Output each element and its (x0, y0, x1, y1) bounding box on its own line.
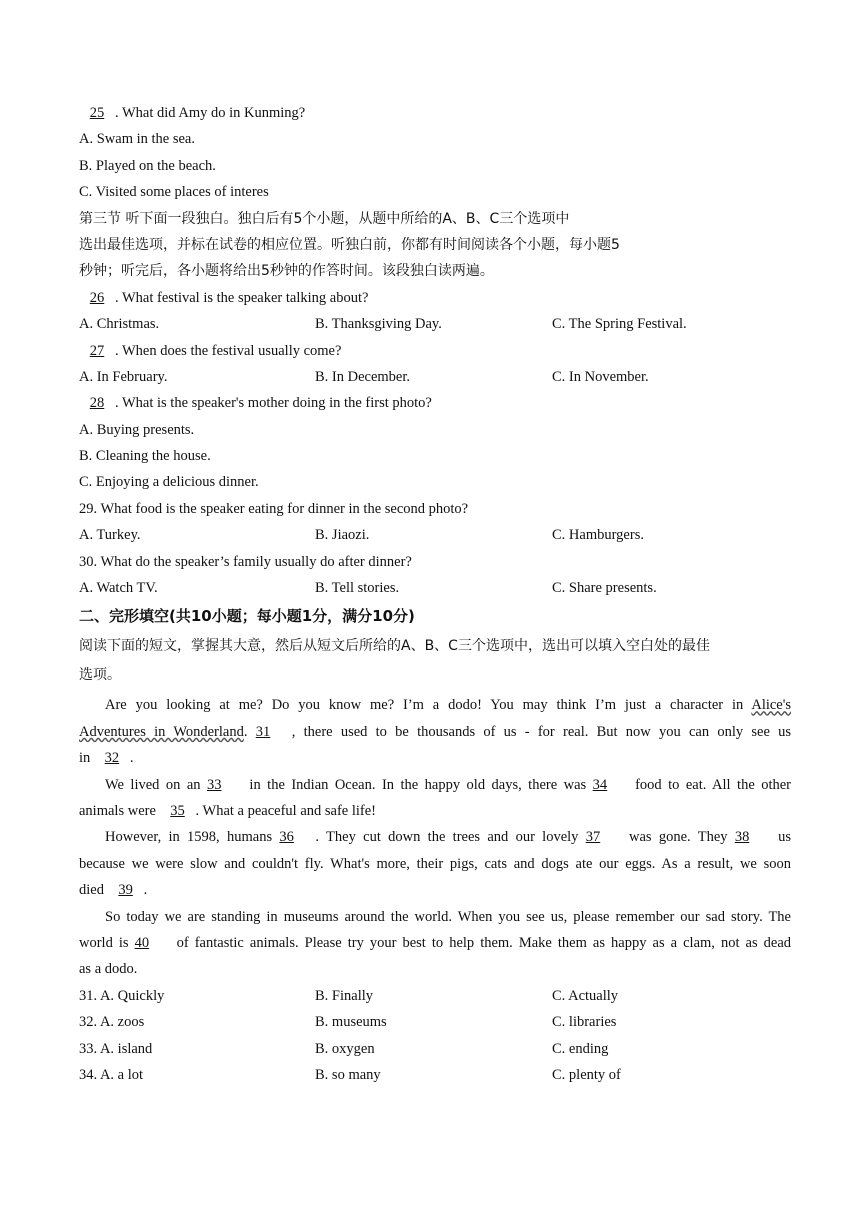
passage-text: died (79, 882, 108, 899)
passage-text: in (79, 750, 94, 767)
passage-text: . They cut down the trees and our lovely (315, 829, 586, 846)
option-row (79, 983, 791, 1009)
option-c: C. The Spring Festival. (552, 316, 687, 333)
question-30: 30. What do the speaker’s family usually do after dinner? (79, 553, 412, 570)
option-row (79, 575, 791, 601)
passage-text: because we were slow and couldn't fly. What's more, their pigs, cats and dogs ate our eggs. As a result, we soon (79, 855, 791, 872)
option-b: B. oxygen (315, 1040, 375, 1057)
passage-text: . (143, 882, 148, 899)
passage-text: So today we are standing in museums around the world. When you see us, please remember our sad story. The (105, 908, 791, 925)
passage-line (79, 719, 791, 745)
passage-text: However, in 1598, humans (105, 829, 280, 846)
option-row (79, 522, 791, 548)
passage-text: , there used to be thousands of us - for real. But now you can only see us (291, 723, 792, 740)
passage-text: Are you looking at me? Do you know me? I’m a dodo! You may think I’m just a character in (105, 697, 744, 714)
question-stem: . What is the speaker's mother doing in the first photo? (115, 395, 432, 412)
passage-text: in the Indian Ocean. In the happy old days, there was (242, 776, 593, 793)
option-a: A. Turkey. (79, 527, 141, 544)
passage-text: animals were (79, 802, 160, 819)
option-c: C. Hamburgers. (552, 527, 644, 544)
passage-line (79, 956, 791, 982)
question-stem: . What did Amy do in Kunming? (115, 105, 306, 121)
option: B. Cleaning the house. (79, 448, 211, 465)
option: A. Swam in the sea. (79, 131, 195, 148)
option: A. Buying presents. (79, 421, 195, 438)
passage-line (79, 798, 791, 824)
option-row (79, 1036, 791, 1062)
book-title: Alice's (751, 697, 791, 714)
option: B. Played on the beach. (79, 157, 216, 174)
option-c: C. plenty of (552, 1066, 621, 1083)
passage-line (79, 851, 791, 877)
option-b: B. Tell stories. (315, 580, 400, 597)
passage-text: of fantastic animals. Please try your best to help them. Make them as happy as a clam, not as dead (170, 934, 792, 951)
part-title: 二、完形填空(共10小题；每小题1分，满分10分) (79, 607, 415, 626)
blank-36[interactable]: 36 (279, 829, 294, 846)
passage-text: as a dodo. (79, 961, 138, 978)
blank-33[interactable]: 33 (206, 776, 222, 793)
answer-blank[interactable]: 25 (89, 105, 105, 121)
option-c: C. Actually (552, 987, 619, 1004)
passage-text: We lived on an (105, 776, 207, 793)
question-25 (79, 100, 791, 126)
option-a: A. In February. (79, 368, 168, 385)
passage-text: food to eat. All the other (628, 776, 791, 793)
blank-39[interactable]: 39 (118, 882, 133, 899)
question-stem: . What festival is the speaker talking about? (115, 289, 369, 306)
blank-31[interactable]: 31 (255, 723, 271, 740)
question-stem: . When does the festival usually come? (115, 342, 342, 359)
question-27 (79, 338, 791, 364)
option-b: B. so many (315, 1066, 381, 1083)
book-title: Adventures in Wonderland (79, 723, 244, 740)
option-a: 32. A. zoos (79, 1014, 145, 1031)
option: C. Enjoying a delicious dinner. (79, 474, 259, 491)
blank-38[interactable]: 38 (734, 829, 750, 846)
passage-line (79, 824, 791, 850)
passage-line (79, 877, 791, 903)
option-c: C. Share presents. (552, 580, 657, 597)
question-26 (79, 285, 791, 311)
blank-35[interactable]: 35 (170, 802, 185, 819)
passage-text: . What a peaceful and safe life! (195, 802, 377, 819)
part-instruction: 阅读下面的短文，掌握其大意，然后从短文后所给的A、B、C三个选项中，选出可以填入空白处的最佳 (79, 638, 710, 655)
question-29: 29. What food is the speaker eating for dinner in the second photo? (79, 500, 469, 517)
passage-line (79, 745, 791, 771)
option: C. Visited some places of interes (79, 184, 269, 201)
option-a: 34. A. a lot (79, 1066, 144, 1083)
question-28 (79, 390, 791, 416)
passage-line (79, 772, 791, 798)
passage (79, 692, 791, 982)
passage-text: . (129, 750, 134, 767)
option-row (79, 1009, 791, 1035)
option-c: C. ending (552, 1040, 609, 1057)
passage-text: was gone. They (621, 829, 735, 846)
blank-34[interactable]: 34 (592, 776, 608, 793)
option-b: B. Thanksgiving Day. (315, 316, 442, 333)
option-a: A. Christmas. (79, 316, 160, 333)
passage-line (79, 904, 791, 930)
option-b: B. In December. (315, 368, 411, 385)
passage-text: us (770, 829, 791, 846)
option-b: B. Jiaozi. (315, 527, 370, 544)
passage-text: . (243, 723, 256, 740)
section-instruction: 选出最佳选项，并标在试卷的相应位置。听独白前，你都有时间阅读各个小题，每小题5 (79, 236, 620, 253)
passage-line (79, 692, 791, 718)
option-b: B. museums (315, 1014, 387, 1031)
passage-line (79, 930, 791, 956)
option-a: 31. A. Quickly (79, 987, 165, 1004)
option-row (79, 1062, 791, 1088)
passage-text: world is (79, 934, 135, 951)
blank-40[interactable]: 40 (134, 934, 150, 951)
section-instruction: 第三节 听下面一段独白。独白后有5个小题，从题中所给的A、B、C三个选项中 (79, 210, 570, 227)
section-instruction: 秒钟；听完后，各小题将给出5秒钟的作答时间。该段独白读两遍。 (79, 263, 494, 280)
option-c: C. libraries (552, 1014, 617, 1031)
option-row (79, 311, 791, 337)
option-c: C. In November. (552, 368, 649, 385)
answer-blank[interactable]: 28 (89, 395, 105, 412)
exam-page (79, 100, 791, 1088)
part-instruction: 选项。 (79, 667, 121, 684)
option-a: 33. A. island (79, 1040, 153, 1057)
answer-blank[interactable]: 26 (89, 289, 105, 306)
answer-blank[interactable]: 27 (89, 342, 105, 359)
blank-37[interactable]: 37 (585, 829, 601, 846)
option-a: A. Watch TV. (79, 580, 158, 597)
option-b: B. Finally (315, 987, 374, 1004)
blank-32[interactable]: 32 (104, 750, 120, 767)
option-row (79, 364, 791, 390)
